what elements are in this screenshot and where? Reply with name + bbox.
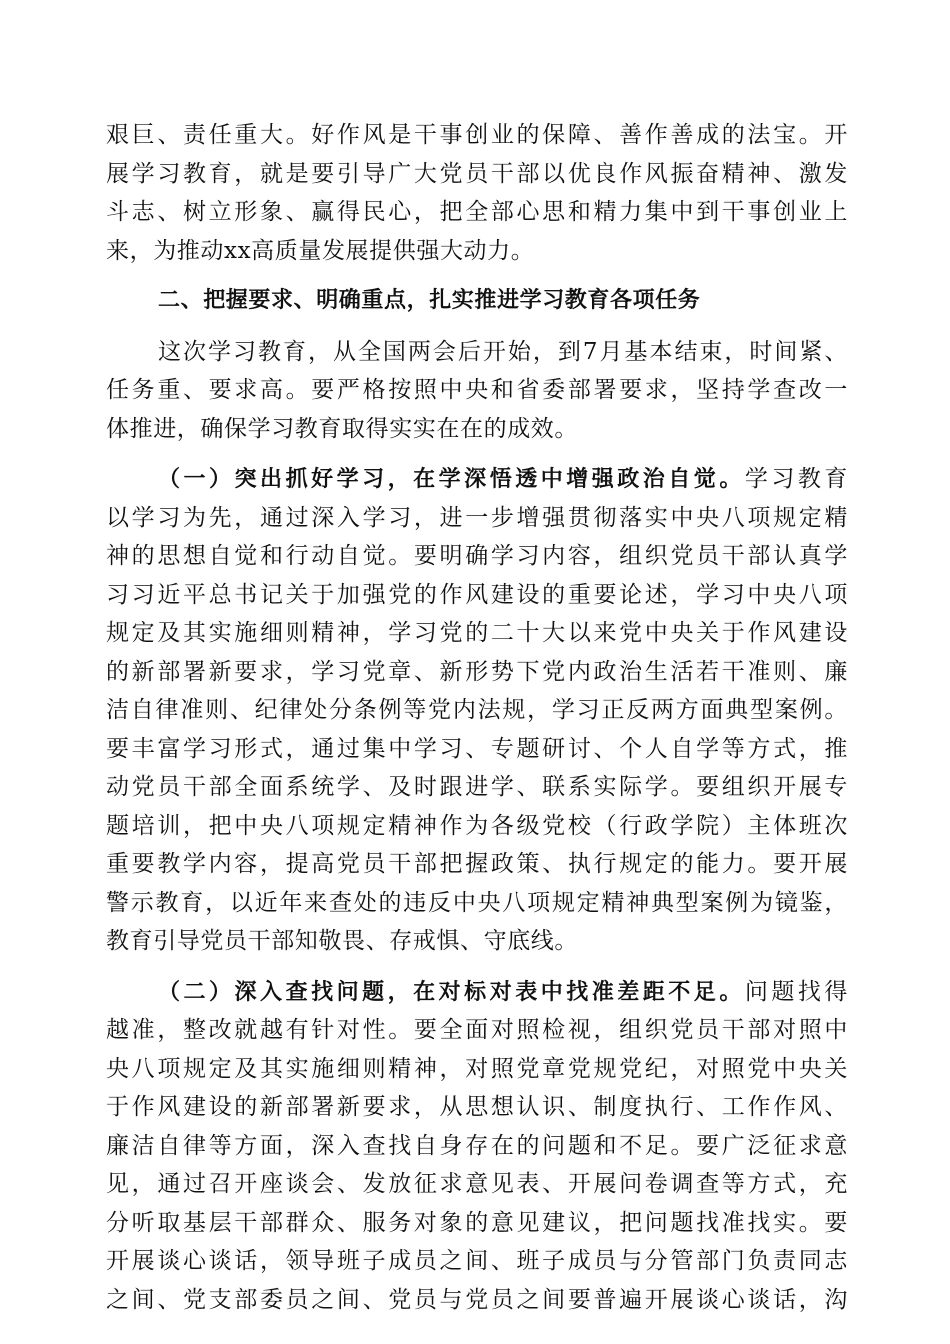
item-two-paragraph <box>106 973 848 1320</box>
text-line: 以学习为先，通过深入学习，进一步增强贯彻落实中央八项规定精 <box>106 504 848 531</box>
text-line: 之间、党支部委员之间、党员与党员之间要普遍开展谈心谈话，沟 <box>106 1286 848 1313</box>
text-line: 洁自律准则、纪律处分条例等党内法规，学习正反两方面典型案例。 <box>106 697 848 723</box>
text-line: 重要教学内容，提高党员干部把握政策、执行规定的能力。要开展 <box>106 851 848 877</box>
text-line: 的新部署新要求，学习党章、新形势下党内政治生活若干准则、廉 <box>106 658 848 685</box>
text-line: 展学习教育，就是要引导广大党员干部以优良作风振奋精神、激发 <box>106 160 848 187</box>
text-line: 见，通过召开座谈会、发放征求意见表、开展问卷调查等方式，充 <box>106 1171 848 1197</box>
section-heading: 二、把握要求、明确重点，扎实推进学习教育各项任务 <box>158 288 701 313</box>
section-two-intro <box>106 333 848 449</box>
text-line: 题培训，把中央八项规定精神作为各级党校（行政学院）主体班次 <box>106 812 848 839</box>
item-one-paragraph <box>106 460 848 961</box>
text-line: 分听取基层干部群众、服务对象的意见建议，把问题找准找实。要 <box>106 1209 848 1236</box>
text-line: 这次学习教育，从全国两会后开始，到7月基本结束，时间紧、 <box>158 338 848 365</box>
text-line: 来，为推动xx高质量发展提供强大动力。 <box>106 237 535 264</box>
text-line <box>106 973 848 1012</box>
text-line: 于作风建设的新部署新要求，从思想认识、制度执行、工作作风、 <box>106 1094 848 1120</box>
text-line: 越准，整改就越有针对性。要全面对照检视，组织党员干部对照中 <box>106 1017 848 1043</box>
text-line: 要丰富学习形式，通过集中学习、专题研讨、个人自学等方式，推 <box>106 735 848 762</box>
item-one-first-line-rest: 学习教育 <box>744 466 848 492</box>
text-line: 任务重、要求高。要严格按照中央和省委部署要求，坚持学查改一 <box>106 377 848 403</box>
item-two-first-line-rest: 问题找得 <box>744 978 848 1005</box>
text-line: 神的思想自觉和行动自觉。要明确学习内容，组织党员干部认真学 <box>106 543 848 569</box>
text-line: 动党员干部全面系统学、及时跟进学、联系实际学。要组织开展专 <box>106 774 848 800</box>
item-two-title: （二）深入查找问题，在对标对表中找准差距不足。 <box>158 979 745 1005</box>
text-line: 廉洁自律等方面，深入查找自身存在的问题和不足。要广泛征求意 <box>106 1132 848 1159</box>
item-one-title: （一）突出抓好学习，在学深悟透中增强政治自觉。 <box>158 467 745 492</box>
text-line: 警示教育，以近年来查处的违反中央八项规定精神典型案例为镜鉴， <box>106 889 848 916</box>
intro-paragraph-end <box>106 116 848 270</box>
text-line: 央八项规定及其实施细则精神，对照党章党规党纪，对照党中央关 <box>106 1055 848 1082</box>
text-line: 规定及其实施细则精神，学习党的二十大以来党中央关于作风建设 <box>106 620 848 646</box>
text-line: 艰巨、责任重大。好作风是干事创业的保障、善作善成的法宝。开 <box>106 122 848 148</box>
document-page <box>106 116 848 1319</box>
text-line: 习习近平总书记关于加强党的作风建设的重要论述，学习中央八项 <box>106 581 848 608</box>
text-line: 斗志、树立形象、赢得民心，把全部心思和精力集中到干事创业上 <box>106 199 848 225</box>
text-line: 教育引导党员干部知敬畏、存戒惧、守底线。 <box>106 928 578 954</box>
text-line: 开展谈心谈话，领导班子成员之间、班子成员与分管部门负责同志 <box>106 1248 848 1274</box>
text-line: 体推进，确保学习教育取得实实在在的成效。 <box>106 415 578 442</box>
text-line <box>106 460 848 499</box>
